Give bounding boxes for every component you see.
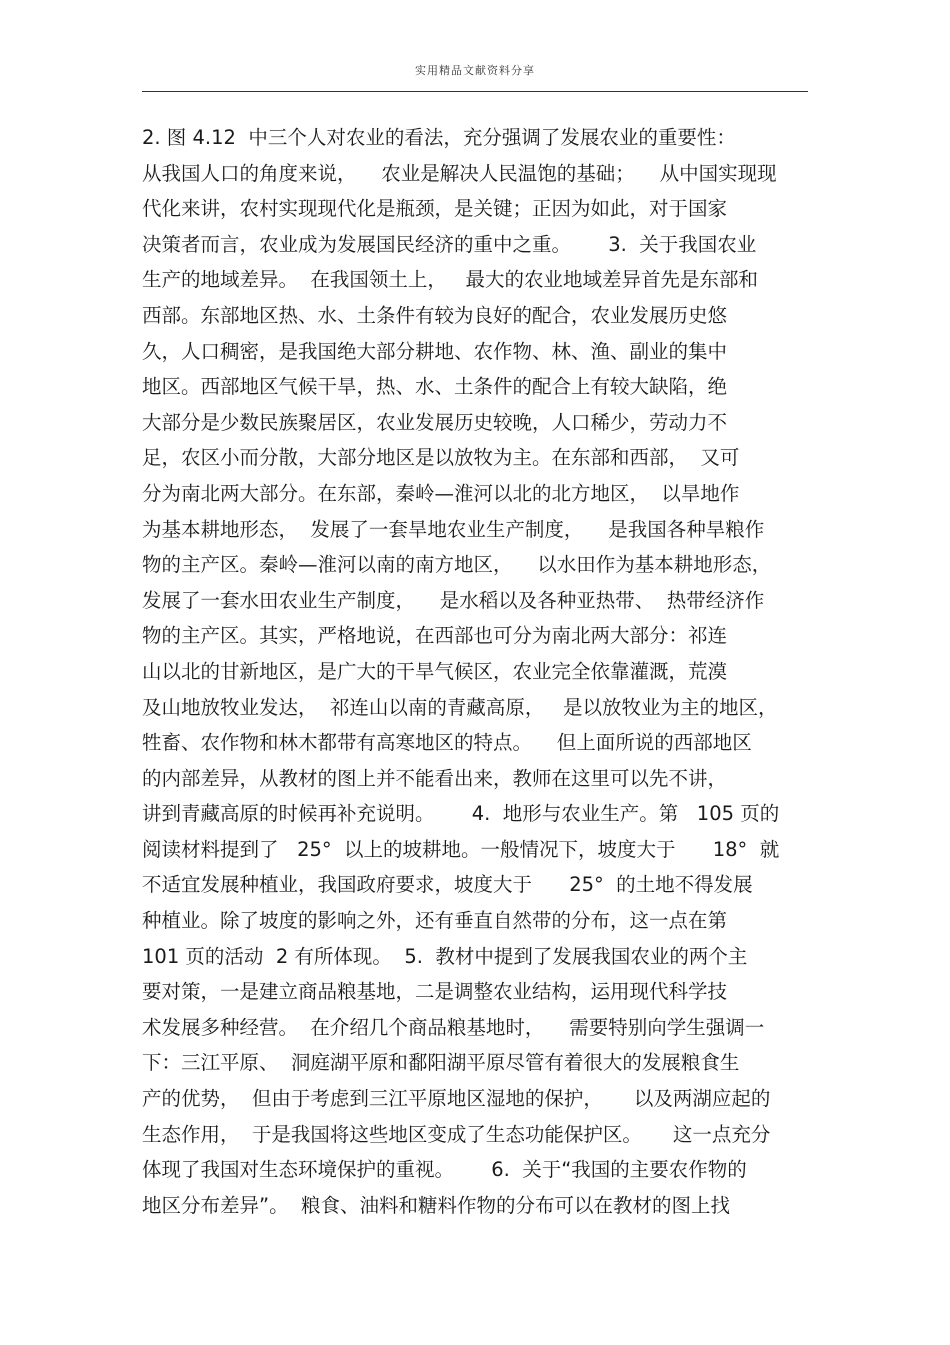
text-line: 物的主产区。其实，严格地说，在西部也可分为南北两大部分：祁连 [142,624,728,648]
text-line: 西部。东部地区热、水、土条件有较为良好的配合，农业发展历史悠 [142,303,728,327]
page-header: 实用精品文献资料分享 [415,64,535,77]
text-line: 产的优势， 但由于考虑到三江平原地区湿地的保护， 以及两湖应起的 [142,1087,771,1111]
text-line: 分为南北两大部分。在东部，秦岭—淮河以北的北方地区， 以旱地作 [142,481,740,505]
text-line: 山以北的甘新地区，是广大的干旱气候区，农业完全依靠灌溉，荒漠 [142,659,728,683]
text-line: 体现了我国对生态环境保护的重视。 6. 关于“我国的主要农作物的 [142,1158,747,1182]
text-line: 的内部差异，从教材的图上并不能看出来，教师在这里可以先不讲， [142,766,728,790]
text-line: 阅读材料提到了 25° 以上的坡耕地。一般情况下，坡度大于 18° 就 [142,837,780,861]
text-line: 生产的地域差异。 在我国领土上， 最大的农业地域差异首先是东部和 [142,268,758,292]
document-body [142,120,808,1223]
text-line: 地区。西部地区气候干旱，热、水、土条件的配合上有较大缺陷，绝 [142,375,728,399]
text-line: 决策者而言，农业成为发展国民经济的重中之重。 3. 关于我国农业 [142,232,757,256]
text-line: 术发展多种经营。 在介绍几个商品粮基地时， 需要特别向学生强调一 [142,1015,765,1039]
text-line: 不适宜发展种植业，我国政府要求，坡度大于 25° 的土地不得发展 [142,873,753,897]
text-line: 发展了一套水田农业生产制度， 是水稻以及各种亚热带、 热带经济作 [142,588,765,612]
text-line: 足，农区小而分散，大部分地区是以放牧为主。在东部和西部， 又可 [142,446,740,470]
header-divider [142,91,808,92]
text-line: 种植业。除了坡度的影响之外，还有垂直自然带的分布，这一点在第 [142,909,728,933]
text-line: 久，人口稠密，是我国绝大部分耕地、农作物、林、渔、副业的集中 [142,339,728,363]
text-line: 下：三江平原、 洞庭湖平原和鄱阳湖平原尽管有着很大的发展粮食生 [142,1051,740,1075]
text-line: 101 页的活动 2 有所体现。 5. 教材中提到了发展我国农业的两个主 [142,944,748,968]
text-line: 牲畜、农作物和林木都带有高寒地区的特点。 但上面所说的西部地区 [142,731,752,755]
text-line: 物的主产区。秦岭—淮河以南的南方地区， 以水田作为基本耕地形态， [142,553,772,577]
text-line: 地区分布差异”。 粮食、油料和糖料作物的分布可以在教材的图上找 [142,1193,730,1217]
text-line: 大部分是少数民族聚居区，农业发展历史较晚，人口稀少，劳动力不 [142,410,728,434]
text-line: 要对策，一是建立商品粮基地，二是调整农业结构，运用现代科学技 [142,980,728,1004]
text-line: 生态作用， 于是我国将这些地区变成了生态功能保护区。 这一点充分 [142,1122,771,1146]
text-line: 及山地放牧业发达， 祁连山以南的青藏高原， 是以放牧业为主的地区， [142,695,778,719]
text-line: 2. 图 4.12 中三个人对农业的看法，充分强调了发展农业的重要性： [142,126,736,149]
text-line: 代化来讲，农村实现现代化是瓶颈，是关键；正因为如此，对于国家 [142,197,728,221]
text-line: 讲到青藏高原的时候再补充说明。 4. 地形与农业生产。第 105 页的 [142,802,780,826]
text-line: 为基本耕地形态， 发展了一套旱地农业生产制度， 是我国各种旱粮作 [142,517,765,541]
text-line: 从我国人口的角度来说， 农业是解决人民温饱的基础； 从中国实现现 [142,161,777,185]
